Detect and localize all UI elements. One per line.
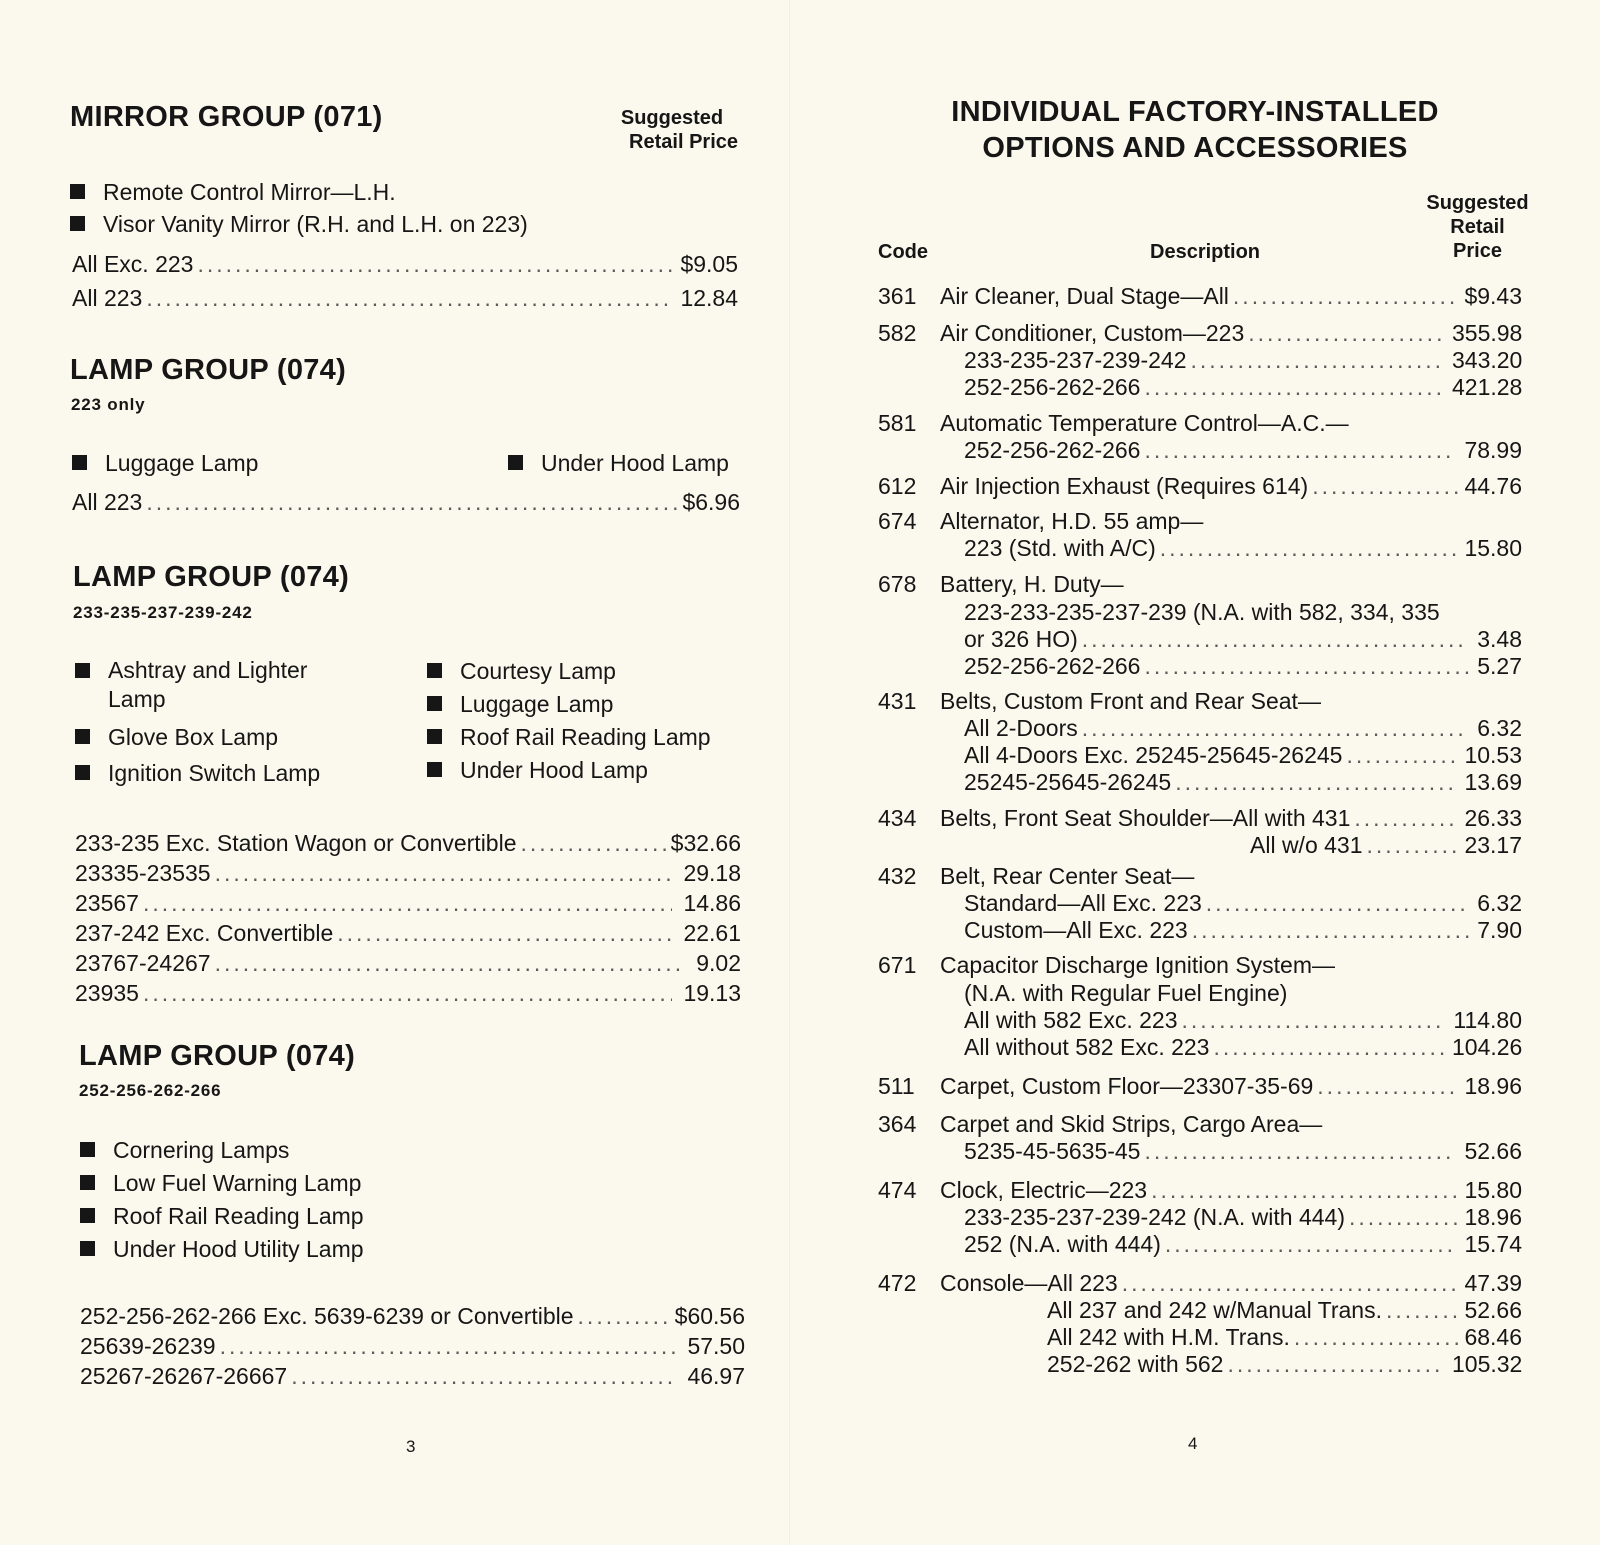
- bullet-square-icon: [72, 455, 87, 470]
- dot-leader: [1346, 740, 1458, 770]
- lamp-group-2-prices: [75, 828, 741, 1008]
- option-description: Automatic Temperature Control—A.C.—: [940, 410, 1349, 436]
- column-header-code: Code: [878, 241, 928, 263]
- page-title-line: OPTIONS AND ACCESSORIES: [982, 132, 1408, 164]
- option-code: 364: [878, 1111, 917, 1137]
- option-description: 5235-45-5635-45: [964, 1138, 1141, 1164]
- right-page: [790, 0, 1600, 1545]
- price-label: 23767-24267: [75, 950, 211, 976]
- price-row: [75, 918, 741, 948]
- price-header-line: Suggested: [620, 107, 724, 129]
- bullet-square-icon: [80, 1175, 95, 1190]
- lamp-group-2-items-right: [427, 656, 757, 788]
- price-value: 52.66: [1464, 1138, 1522, 1164]
- price-value: 15.74: [1464, 1231, 1522, 1257]
- dot-leader: [1294, 1322, 1458, 1352]
- option-description: Custom—All Exc. 223: [964, 917, 1188, 943]
- dot-leader: [1160, 533, 1456, 563]
- dot-leader: [291, 1361, 678, 1391]
- list-item: [427, 689, 757, 722]
- option-description: 223 (Std. with A/C): [964, 535, 1156, 561]
- option-line: [1047, 1295, 1522, 1325]
- option-description: or 326 HO): [964, 626, 1078, 652]
- options-table: [790, 0, 1600, 1545]
- price-value: 44.76: [1464, 473, 1522, 499]
- dot-leader: [197, 249, 676, 279]
- list-item: [427, 656, 757, 689]
- option-line: [940, 569, 1522, 599]
- price-value: 421.28: [1452, 374, 1523, 400]
- option-description: 252-256-262-266: [964, 653, 1141, 679]
- option-line: [964, 345, 1522, 375]
- list-item: [72, 448, 258, 478]
- option-code: 361: [878, 283, 917, 309]
- price-row: [80, 1361, 745, 1391]
- option-line: [964, 435, 1522, 465]
- bullet-square-icon: [75, 765, 90, 780]
- lamp-group-3-items: [80, 1135, 364, 1267]
- price-label: 233-235 Exc. Station Wagon or Convertible: [75, 830, 517, 856]
- list-item: [427, 755, 757, 788]
- price-row: [75, 888, 741, 918]
- price-header-line: Retail Price: [629, 131, 738, 153]
- option-line: [940, 471, 1522, 501]
- price-value: 9.05: [693, 251, 738, 277]
- left-page: [0, 0, 790, 1545]
- price-row: [75, 858, 741, 888]
- item-label: Ignition Switch Lamp: [108, 760, 321, 786]
- option-description: All 4-Doors Exc. 25245-25645-26245: [964, 742, 1343, 768]
- bullet-square-icon: [427, 696, 442, 711]
- item-label: Roof Rail Reading Lamp: [113, 1203, 364, 1229]
- dot-leader: [1213, 1032, 1444, 1062]
- list-item: [70, 177, 528, 209]
- bullet-square-icon: [80, 1142, 95, 1157]
- price-value: 60.56: [687, 1303, 745, 1329]
- option-code: 472: [878, 1270, 917, 1296]
- price-value: 47.39: [1464, 1270, 1522, 1296]
- option-line: [1047, 1349, 1522, 1379]
- price-row: [80, 1331, 745, 1361]
- option-line: [964, 651, 1522, 681]
- item-label: Luggage Lamp: [105, 450, 259, 476]
- bullet-square-icon: [508, 455, 523, 470]
- dot-leader: [1349, 1202, 1459, 1232]
- option-description: Air Injection Exhaust (Requires 614): [940, 473, 1309, 499]
- price-value: 6.96: [695, 489, 740, 515]
- lamp-group-title: LAMP GROUP (074): [73, 561, 350, 593]
- price-label: 23567: [75, 890, 139, 916]
- option-line: [940, 408, 1522, 438]
- price-header-line: Suggested: [1426, 192, 1529, 214]
- dot-leader: [1233, 281, 1461, 311]
- item-label: Roof Rail Reading Lamp: [460, 724, 711, 750]
- dot-leader: [1317, 1071, 1458, 1101]
- option-description: Air Conditioner, Custom—223: [940, 320, 1245, 346]
- lamp-group-1-prices: [72, 487, 740, 517]
- bullet-square-icon: [427, 663, 442, 678]
- dot-leader: [1312, 471, 1458, 501]
- option-line: [964, 713, 1522, 743]
- price-row: [80, 1301, 745, 1331]
- bullet-square-icon: [75, 663, 90, 678]
- option-description: Air Cleaner, Dual Stage—All: [940, 283, 1229, 309]
- option-line: [940, 318, 1522, 348]
- price-value: 355.98: [1452, 320, 1523, 346]
- option-description: All 242 with H.M. Trans.: [1047, 1324, 1290, 1350]
- option-line: [964, 1032, 1522, 1062]
- price-value: 13.69: [1464, 769, 1522, 795]
- option-code: 474: [878, 1177, 917, 1203]
- price-value: 9.43: [1477, 283, 1522, 309]
- dot-leader: [146, 283, 669, 313]
- lamp-group-subtitle: 252-256-262-266: [79, 1081, 222, 1100]
- currency-symbol: $: [670, 830, 684, 856]
- mirror-group-prices: [72, 249, 738, 317]
- list-item: [508, 448, 729, 478]
- dot-leader: [1122, 1268, 1456, 1298]
- price-row: [75, 948, 741, 978]
- item-label: Visor Vanity Mirror (R.H. and L.H. on 223): [103, 211, 528, 237]
- dot-leader: [215, 948, 686, 978]
- price-label: 23935: [75, 980, 139, 1006]
- dot-leader: [220, 1331, 677, 1361]
- price-label: All 223: [72, 489, 143, 515]
- price-row: [72, 283, 738, 317]
- mirror-group-items: [70, 177, 528, 241]
- bullet-square-icon: [70, 216, 85, 231]
- option-line: [1047, 1322, 1522, 1352]
- dot-leader: [1144, 1136, 1455, 1166]
- list-item: [80, 1201, 364, 1234]
- option-description: All without 582 Exc. 223: [964, 1034, 1210, 1060]
- option-description: Alternator, H.D. 55 amp—: [940, 508, 1204, 534]
- option-code: 432: [878, 863, 917, 889]
- item-label: Low Fuel Warning Lamp: [113, 1170, 362, 1196]
- item-label: Courtesy Lamp: [460, 658, 616, 684]
- option-description: 25245-25645-26245: [964, 769, 1172, 795]
- option-description: Clock, Electric—223: [940, 1177, 1148, 1203]
- bullet-square-icon: [75, 729, 90, 744]
- price-header-line: Price: [1453, 240, 1502, 262]
- option-line: [940, 686, 1522, 716]
- option-line: [1250, 830, 1522, 860]
- option-line: [964, 624, 1522, 654]
- bullet-square-icon: [80, 1208, 95, 1223]
- bullet-square-icon: [80, 1241, 95, 1256]
- option-description: (N.A. with Regular Fuel Engine): [964, 980, 1288, 1006]
- list-item: [80, 1234, 364, 1267]
- dot-leader: [1144, 651, 1468, 681]
- price-value: 15.80: [1464, 1177, 1522, 1203]
- price-value: 23.17: [1464, 832, 1522, 858]
- dot-leader: [1144, 435, 1455, 465]
- option-line: [964, 978, 1522, 1008]
- option-line: [940, 803, 1522, 833]
- list-item: [70, 209, 528, 241]
- option-line: [940, 861, 1522, 891]
- price-value: 52.66: [1464, 1297, 1522, 1323]
- price-value: 19.13: [683, 980, 741, 1006]
- price-value: 57.50: [687, 1333, 745, 1359]
- dot-leader: [337, 918, 674, 948]
- option-description: All with 582 Exc. 223: [964, 1007, 1178, 1033]
- price-value: 6.32: [1477, 890, 1522, 916]
- option-code: 612: [878, 473, 917, 499]
- dot-leader: [1191, 345, 1445, 375]
- option-description: 252-256-262-266: [964, 374, 1141, 400]
- option-description: Battery, H. Duty—: [940, 571, 1124, 597]
- page-title-line: INDIVIDUAL FACTORY-INSTALLED: [951, 96, 1439, 128]
- dot-leader: [1354, 803, 1459, 833]
- price-label: 25639-26239: [80, 1333, 216, 1359]
- dot-leader: [215, 858, 673, 888]
- dot-leader: [1182, 1005, 1446, 1035]
- dot-leader: [1248, 318, 1445, 348]
- lamp-group-3-prices: [80, 1301, 745, 1391]
- option-description: All 2-Doors: [964, 715, 1078, 741]
- option-code: 582: [878, 320, 917, 346]
- page-number: 4: [1188, 1434, 1198, 1453]
- dot-leader: [143, 978, 672, 1008]
- option-line: [964, 888, 1522, 918]
- item-label: Ashtray and Lighter Lamp: [108, 657, 308, 712]
- option-description: Standard—All Exc. 223: [964, 890, 1202, 916]
- lamp-group-subtitle: 233-235-237-239-242: [73, 603, 253, 622]
- column-header-description: Description: [1150, 241, 1261, 263]
- list-item: [75, 758, 375, 794]
- option-description: Belts, Front Seat Shoulder—All with 431: [940, 805, 1351, 831]
- option-description: Belts, Custom Front and Rear Seat—: [940, 688, 1321, 714]
- price-value: 15.80: [1464, 535, 1522, 561]
- option-description: 252-256-262-266: [964, 437, 1141, 463]
- page-number: 3: [406, 1437, 416, 1456]
- price-value: 5.27: [1477, 653, 1522, 679]
- price-value: 46.97: [687, 1363, 745, 1389]
- dot-leader: [1227, 1349, 1444, 1379]
- price-row: [72, 487, 740, 517]
- dot-leader: [1386, 1295, 1459, 1325]
- option-description: All 237 and 242 w/Manual Trans.: [1047, 1297, 1382, 1323]
- currency-symbol: $: [682, 489, 696, 515]
- option-line: [940, 1109, 1522, 1139]
- dot-leader: [1165, 1229, 1456, 1259]
- option-code: 511: [878, 1073, 915, 1099]
- mirror-group-title: MIRROR GROUP (071): [70, 101, 383, 133]
- bullet-square-icon: [70, 184, 85, 199]
- dot-leader: [1192, 915, 1470, 945]
- list-item: [75, 722, 375, 758]
- option-line: [964, 1005, 1522, 1035]
- option-code: 671: [878, 952, 917, 978]
- option-line: [940, 1071, 1522, 1101]
- price-column-header: [588, 106, 738, 154]
- option-description: 233-235-237-239-242: [964, 347, 1187, 373]
- option-code: 431: [878, 688, 917, 714]
- price-value: 105.32: [1452, 1351, 1523, 1377]
- price-value: 7.90: [1477, 917, 1522, 943]
- option-description: Capacitor Discharge Ignition System—: [940, 952, 1335, 978]
- option-line: [964, 597, 1522, 627]
- option-line: [964, 915, 1522, 945]
- option-code: 434: [878, 805, 917, 831]
- price-value: 114.80: [1453, 1007, 1522, 1033]
- price-value: 26.33: [1464, 805, 1522, 831]
- lamp-group-title: LAMP GROUP (074): [79, 1040, 356, 1072]
- price-value: 3.48: [1477, 626, 1522, 652]
- price-value: 104.26: [1452, 1034, 1523, 1060]
- dot-leader: [1082, 713, 1468, 743]
- option-line: [964, 767, 1522, 797]
- option-description: 223-233-235-237-239 (N.A. with 582, 334, 335: [964, 599, 1440, 625]
- price-header-line: Retail: [1450, 216, 1505, 238]
- item-label: Under Hood Utility Lamp: [113, 1236, 364, 1262]
- option-line: [940, 1268, 1522, 1298]
- option-description: 252 (N.A. with 444): [964, 1231, 1161, 1257]
- option-description: All w/o 431: [1250, 832, 1363, 858]
- price-row: [75, 828, 741, 858]
- option-line: [964, 1136, 1522, 1166]
- price-value: 78.99: [1464, 437, 1522, 463]
- price-value: 22.61: [683, 920, 741, 946]
- dot-leader: [1082, 624, 1468, 654]
- price-value: 68.46: [1464, 1324, 1522, 1350]
- option-description: Carpet and Skid Strips, Cargo Area—: [940, 1111, 1323, 1137]
- price-value: 14.86: [683, 890, 741, 916]
- option-description: Carpet, Custom Floor—23307-35-69: [940, 1073, 1314, 1099]
- dot-leader: [1206, 888, 1470, 918]
- currency-symbol: $: [1464, 283, 1478, 309]
- list-item: [80, 1135, 364, 1168]
- dot-leader: [143, 888, 672, 918]
- option-line: [964, 1202, 1522, 1232]
- price-value: 10.53: [1464, 742, 1522, 768]
- option-code: 678: [878, 571, 917, 597]
- option-line: [964, 740, 1522, 770]
- dot-leader: [578, 1301, 671, 1331]
- item-label: Remote Control Mirror—L.H.: [103, 179, 396, 205]
- option-description: 233-235-237-239-242 (N.A. with 444): [964, 1204, 1346, 1230]
- option-line: [964, 1229, 1522, 1259]
- dot-leader: [521, 828, 667, 858]
- currency-symbol: $: [674, 1303, 688, 1329]
- list-item: [75, 656, 375, 722]
- lamp-group-2-items-left: [75, 656, 375, 794]
- price-value: 18.96: [1464, 1204, 1522, 1230]
- option-line: [940, 950, 1522, 980]
- price-value: 6.32: [1477, 715, 1522, 741]
- price-label: 25267-26267-26667: [80, 1363, 288, 1389]
- price-label: All 223: [72, 285, 143, 311]
- price-row: [75, 978, 741, 1008]
- dot-leader: [1367, 830, 1460, 860]
- price-value: 9.02: [696, 950, 741, 976]
- bullet-square-icon: [427, 729, 442, 744]
- item-label: Under Hood Lamp: [541, 450, 729, 476]
- option-description: 252-262 with 562: [1047, 1351, 1224, 1377]
- price-value: 32.66: [683, 830, 741, 856]
- option-line: [940, 506, 1522, 536]
- bullet-square-icon: [427, 762, 442, 777]
- option-code: 674: [878, 508, 917, 534]
- item-label: Cornering Lamps: [113, 1137, 290, 1163]
- item-label: Luggage Lamp: [460, 691, 614, 717]
- price-value: 18.96: [1464, 1073, 1522, 1099]
- currency-symbol: $: [680, 251, 694, 277]
- dot-leader: [1175, 767, 1456, 797]
- item-label: Under Hood Lamp: [460, 757, 648, 783]
- list-item: [80, 1168, 364, 1201]
- price-value: 343.20: [1452, 347, 1523, 373]
- lamp-group-title: LAMP GROUP (074): [70, 354, 347, 386]
- price-label: 252-256-262-266 Exc. 5639-6239 or Convertible: [80, 1303, 574, 1329]
- option-line: [940, 1175, 1522, 1205]
- price-label: 23335-23535: [75, 860, 211, 886]
- lamp-group-subtitle: 223 only: [71, 395, 146, 414]
- option-line: [964, 533, 1522, 563]
- price-label: 237-242 Exc. Convertible: [75, 920, 334, 946]
- option-line: [940, 281, 1522, 311]
- price-value: 12.84: [680, 285, 738, 311]
- price-label: All Exc. 223: [72, 251, 194, 277]
- price-row: [72, 249, 738, 283]
- option-line: [964, 372, 1522, 402]
- option-description: Belt, Rear Center Seat—: [940, 863, 1195, 889]
- dot-leader: [1151, 1175, 1456, 1205]
- dot-leader: [146, 487, 678, 517]
- price-value: 29.18: [683, 860, 741, 886]
- list-item: [427, 722, 757, 755]
- option-code: 581: [878, 410, 917, 436]
- dot-leader: [1144, 372, 1443, 402]
- option-description: Console—All 223: [940, 1270, 1118, 1296]
- item-label: Glove Box Lamp: [108, 724, 279, 750]
